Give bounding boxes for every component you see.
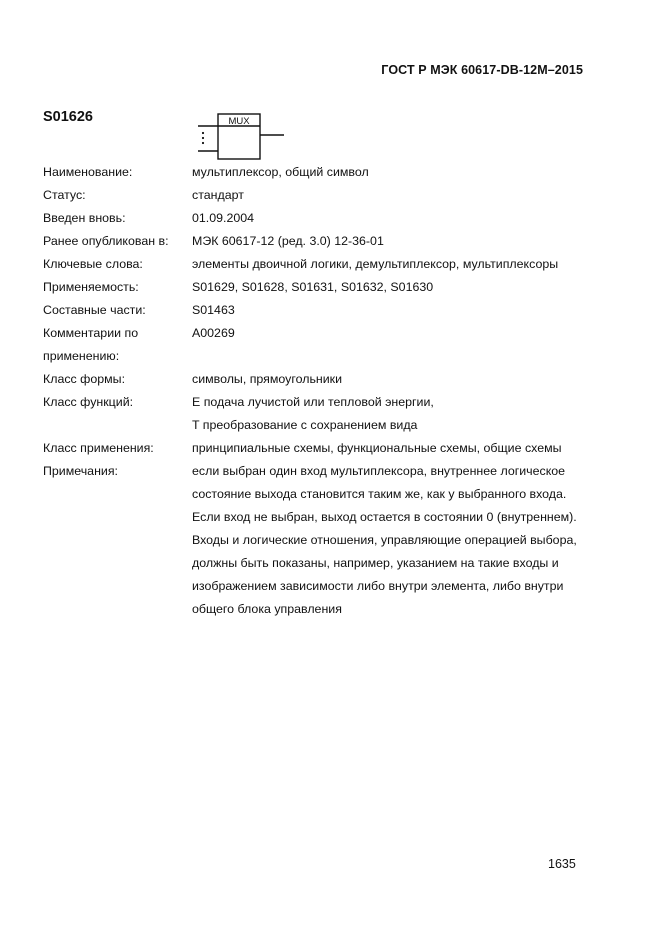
field-value: E подача лучистой или тепловой энергии,: [192, 395, 434, 409]
field-value: общего блока управления: [192, 602, 342, 616]
field-value: принципиальные схемы, функциональные схемы, общие схемы: [192, 441, 562, 455]
field-value: 01.09.2004: [192, 211, 255, 225]
field-label: Класс применения:: [43, 441, 154, 455]
field-label: Комментарии по: [43, 326, 139, 340]
field-value: S01463: [192, 303, 235, 317]
field-label: Ключевые слова:: [43, 257, 143, 271]
field-value: элементы двоичной логики, демультиплексор, мультиплексоры: [192, 257, 559, 271]
field-value: должны быть показаны, например, указанием на такие входы и: [192, 556, 559, 570]
field-value: A00269: [192, 326, 235, 340]
field-label: Ранее опубликован в:: [43, 234, 169, 248]
field-label: Примечания:: [43, 464, 118, 478]
field-label: Наименование:: [43, 165, 133, 179]
symbol-code: S01626: [43, 109, 93, 125]
document-header: ГОСТ Р МЭК 60617-DB-12M–2015: [381, 63, 583, 77]
field-value: изображением зависимости либо внутри элемента, либо внутри: [192, 579, 564, 593]
field-label: Статус:: [43, 188, 86, 202]
field-label: Составные части:: [43, 303, 146, 317]
field-value: МЭК 60617-12 (ред. 3.0) 12-36-01: [192, 234, 384, 248]
field-value: T преобразование с сохранением вида: [192, 418, 418, 432]
field-label: Применяемость:: [43, 280, 139, 294]
field-value: если выбран один вход мультиплексора, внутреннее логическое: [192, 464, 566, 478]
field-value: состояние выхода становится таким же, как у выбранного входа.: [192, 487, 567, 501]
field-value: Если вход не выбран, выход остается в состоянии 0 (внутреннем).: [192, 510, 577, 524]
field-label: Класс функций:: [43, 395, 134, 409]
field-value: символы, прямоугольники: [192, 372, 343, 386]
field-value: мультиплексор, общий символ: [192, 165, 369, 179]
field-label-cont: применению:: [43, 349, 120, 363]
field-value: Входы и логические отношения, управляющие операцией выбора,: [192, 533, 577, 547]
field-label: Введен вновь:: [43, 211, 126, 225]
page-number: 1635: [548, 857, 576, 871]
symbol-label: MUX: [228, 116, 250, 127]
field-value: стандарт: [192, 188, 244, 202]
field-value: S01629, S01628, S01631, S01632, S01630: [192, 280, 434, 294]
field-label: Класс формы:: [43, 372, 126, 386]
multiplexer-symbol-icon: [196, 113, 288, 166]
